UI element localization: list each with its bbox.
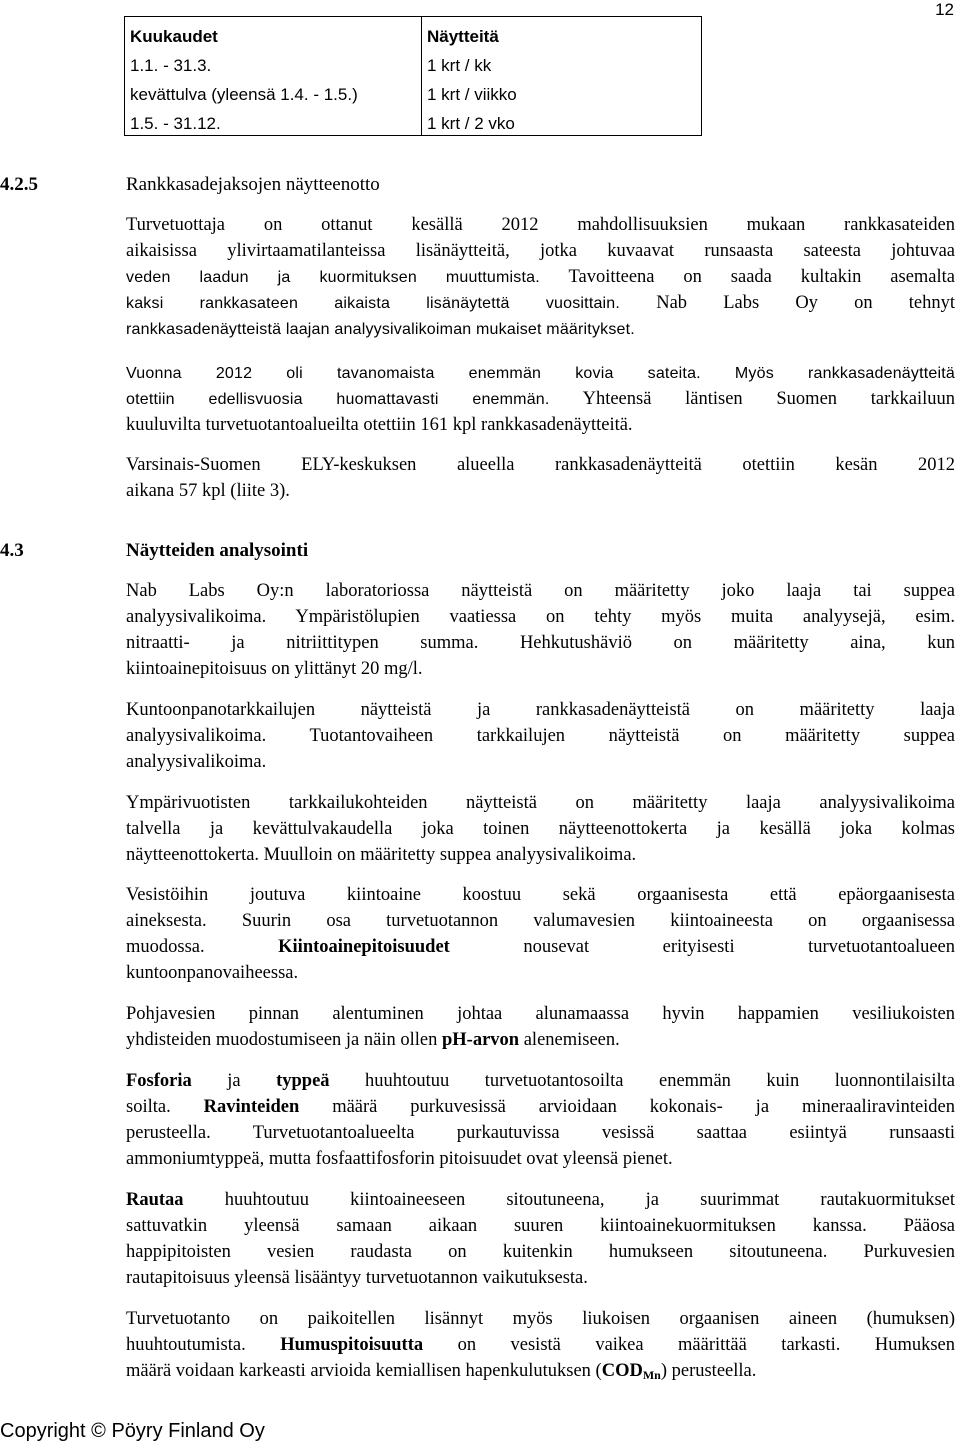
text-line: otettiin edellisvuosia huomattavasti enemmän. Yhteensä läntisen Suomen tarkkailuun: [126, 389, 955, 409]
text-line: muodossa. Kiintoainepitoisuudet nousevat erityisesti turvetuotantoalueen: [126, 937, 955, 957]
text-line: Rautaa huuhtoutuu kiintoaineeseen sitoutuneena, ja suurimmat rautakuormitukset: [126, 1190, 955, 1210]
paragraph: [126, 452, 955, 504]
paragraph: [126, 697, 955, 775]
paragraph: [126, 1306, 955, 1384]
text-line: Fosforia ja typpeä huuhtoutuu turvetuotantosoilta enemmän kuin luonnontilaisilta: [126, 1071, 955, 1091]
paragraph: [126, 578, 955, 682]
paragraph: [126, 882, 955, 986]
text-line: veden laadun ja kuormituksen muuttumista. Tavoitteena on saada kultakin asemalta: [126, 267, 955, 287]
bold-term: Rautaa: [126, 1190, 184, 1210]
page-number: 12: [935, 0, 954, 19]
bold-term: $COD_{Mn}$: [601, 1361, 661, 1382]
bold-term: Ravinteiden: [203, 1097, 300, 1117]
paragraph: [126, 1068, 955, 1172]
text-line: analyysivalikoima. Ympäristölupien vaatiessa on tehty myös muita analyysejä, esim.: [126, 607, 955, 627]
bold-term: pH-arvon: [442, 1030, 520, 1050]
table-cell: 1 krt / 2 vko: [427, 114, 515, 133]
table-cell: kevättulva (yleensä 1.4. - 1.5.): [130, 85, 358, 104]
section-title: Rankkasadejaksojen näytteenotto: [126, 174, 380, 195]
text-line: ammoniumtyppeä, mutta fosfaattifosforin pitoisuudet ovat yleensä pienet.: [126, 1149, 673, 1169]
table-header-months: Kuukaudet: [130, 27, 218, 46]
text-line: Varsinais-Suomen ELY-keskuksen alueella rankkasadenäytteitä otettiin kesän 2012: [126, 455, 955, 475]
table-column-samples: [422, 17, 701, 135]
text-line: huuhtoutumista. Humuspitoisuutta on vesistä vaikea määrittää tarkasti. Humuksen: [126, 1335, 955, 1355]
text-line: kaksi rankkasateen aikaista lisänäytettä vuosittain. Nab Labs Oy on tehnyt: [126, 293, 955, 313]
text-line: aineksesta. Suurin osa turvetuotannon valumavesien kiintoaineesta on orgaanisessa: [126, 911, 955, 931]
table-cell: 1 krt / viikko: [427, 85, 517, 104]
text-line: sattuvatkin yleensä samaan aikaan suuren kiintoainekuormituksen kanssa. Pääosa: [126, 1216, 955, 1236]
paragraph: [126, 360, 955, 438]
text-line: Turvetuottaja on ottanut kesällä 2012 mahdollisuuksien mukaan rankkasateiden: [126, 215, 955, 235]
paragraph: [126, 790, 955, 868]
text-line: Pohjavesien pinnan alentuminen johtaa alunamaassa hyvin happamien vesiliukoisten: [126, 1004, 955, 1024]
schedule-table: [124, 16, 702, 136]
text-line: analyysivalikoima. Tuotantovaiheen tarkkailujen näytteistä on määritetty suppea: [126, 726, 955, 746]
text-line: kuuluvilta turvetuotantoalueilta otettiin 161 kpl rankkasadenäytteitä.: [126, 415, 633, 435]
text-line: Ympärivuotisten tarkkailukohteiden näytteistä on määritetty laaja analyysivalikoima: [126, 793, 955, 813]
bold-term: Kiintoainepitoisuudet: [278, 937, 450, 957]
text-line: happipitoisten vesien raudasta on kuitenkin humukseen sitoutuneena. Purkuvesien: [126, 1242, 955, 1262]
text-line: Vuonna 2012 oli tavanomaista enemmän kovia sateita. Myös rankkasadenäytteitä: [126, 365, 955, 382]
text-line: yhdisteiden muodostumiseen ja näin ollen pH-arvon alenemiseen.: [126, 1030, 620, 1050]
text-line: rankkasadenäytteistä laajan analyysivalikoiman mukaiset määritykset.: [126, 321, 635, 338]
text-line: Turvetuotanto on paikoitellen lisännyt myös liukoisen orgaanisen aineen (humuksen): [126, 1309, 955, 1329]
text-line: Vesistöihin joutuva kiintoaine koostuu sekä orgaanisesta että epäorgaanisesta: [126, 885, 955, 905]
section-title: Näytteiden analysointi: [126, 540, 309, 561]
footer-copyright: Copyright © Pöyry Finland Oy: [0, 1420, 265, 1442]
bold-term: typpeä: [276, 1071, 330, 1091]
text-line: rautapitoisuus yleensä lisääntyy turvetuotannon vaikutuksesta.: [126, 1268, 588, 1288]
table-cell: 1.1. - 31.3.: [130, 56, 212, 75]
table-column-months: [125, 17, 422, 135]
table-cell: 1 krt / kk: [427, 56, 492, 75]
table-cell: 1.5. - 31.12.: [130, 114, 221, 133]
section-number: 4.2.5: [0, 174, 38, 195]
text-line: aikaisissa ylivirtaamatilanteissa lisänäytteitä, jotka kuvaavat runsaasta sateesta johtuvaa: [126, 241, 955, 261]
bold-term: Humuspitoisuutta: [280, 1335, 424, 1355]
text-line: aikana 57 kpl (liite 3).: [126, 481, 290, 501]
paragraph: [126, 1001, 955, 1053]
text-line: talvella ja kevättulvakaudella joka toinen näytteenottokerta ja kesällä joka kolmas: [126, 819, 955, 839]
paragraph: [126, 1187, 955, 1291]
text-line: nitraatti- ja nitriittitypen summa. Hehkutushäviö on määritetty aina, kun: [126, 633, 955, 653]
text-line: määrä voidaan karkeasti arvioida kemiallisen hapenkulutuksen $(COD_{Mn})$ perusteella.: [126, 1361, 757, 1382]
text-line: Nab Labs Oy:n laboratoriossa näytteistä on määritetty joko laaja tai suppea: [126, 581, 955, 601]
paragraph: [126, 212, 955, 342]
bold-term: Fosforia: [126, 1071, 192, 1091]
table-header-samples: Näytteitä: [427, 27, 499, 46]
text-line: perusteella. Turvetuotantoalueelta purkautuvissa vesissä saattaa esiintyä runsaasti: [126, 1123, 955, 1143]
text-line: kiintoainepitoisuus on ylittänyt 20 mg/l.: [126, 659, 423, 679]
text-line: analyysivalikoima.: [126, 752, 267, 772]
text-line: soilta. Ravinteiden määrä purkuvesissä arvioidaan kokonais- ja mineraaliravinteiden: [126, 1097, 955, 1117]
text-line: Kuntoonpanotarkkailujen näytteistä ja rankkasadenäytteistä on määritetty laaja: [126, 700, 955, 720]
text-line: näytteenottokerta. Muulloin on määritetty suppea analyysivalikoima.: [126, 845, 637, 865]
section-number: 4.3: [0, 540, 24, 561]
text-line: kuntoonpanovaiheessa.: [126, 963, 299, 983]
